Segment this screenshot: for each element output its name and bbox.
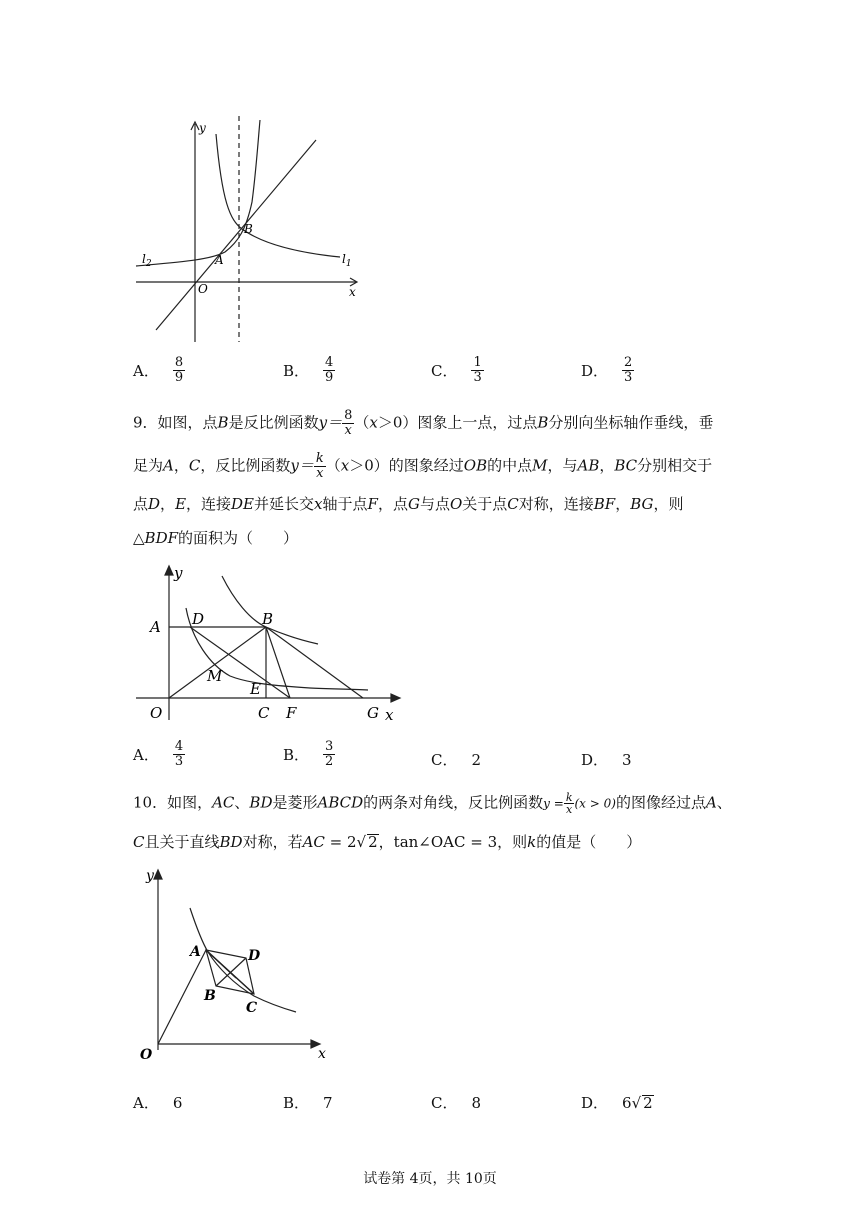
q9-y-arrow [165, 566, 173, 575]
q8-label-l1: $l_1$ [342, 252, 352, 269]
q8-label-l2: $l_2$ [142, 252, 152, 269]
q8-option-a: A． $\frac{8}{9}$ [133, 355, 184, 385]
q9-option-a: A． $\frac{4}{3}$ [133, 739, 184, 769]
q8-label-o: O [198, 282, 208, 296]
q10-option-a: A． 6 [133, 1093, 183, 1112]
q10-line-1: 10．如图，AC、BD是菱形ABCD的两条对角线，反比例函数y = $\frac{k}{x}$ (x > 0)的图像经过点A、 [133, 791, 732, 816]
q8-option-d: D． $\frac{2}{3}$ [581, 355, 633, 385]
q9-label-m: M [207, 667, 223, 685]
q9-segment-df [190, 627, 290, 698]
q8-option-b: B． $\frac{4}{9}$ [283, 355, 334, 385]
q8-option-c: C． $\frac{1}{3}$ [431, 355, 482, 385]
q9-label-x: x [385, 706, 394, 724]
q9-figure [130, 560, 420, 730]
q9-option-c: C． 2 [431, 750, 482, 769]
q10-label-c: C [246, 1000, 258, 1016]
q10-label-b: B [204, 988, 216, 1004]
q10-figure [130, 866, 340, 1066]
q9-line-2: 足为A，C，反比例函数y＝ $\frac{k}{x}$ （x＞0）的图象经过OB的中点M，与AB，BC分别相交于 [133, 451, 713, 481]
q8-line [156, 140, 316, 330]
q9-x-arrow [391, 694, 400, 702]
q10-label-a: A [190, 944, 201, 960]
q9-segment-bf [266, 627, 290, 698]
q8-label-b: B [244, 222, 253, 236]
q8-curve-l1 [216, 134, 340, 257]
q10-label-x: x [318, 1046, 326, 1062]
page-footer: 试卷第 4页，共 10页 [363, 1171, 497, 1187]
q8-label-x: x [349, 285, 356, 299]
q9-label-o: O [150, 704, 163, 722]
q9-option-d: D． 3 [581, 750, 632, 769]
q8-label-a: A [215, 253, 224, 267]
q9-line-4: △BDF的面积为（ ） [133, 529, 299, 547]
q9-label-g: G [367, 704, 379, 722]
q8-figure [130, 112, 370, 352]
q9-label-e: E [250, 680, 261, 698]
q10-y-arrow [154, 870, 162, 879]
q10-label-d: D [248, 948, 261, 964]
q8-curve-l2 [136, 120, 260, 266]
q8-label-y: y [199, 121, 206, 135]
q10-segment-oa [158, 950, 206, 1044]
q9-label-y: y [174, 564, 183, 582]
q10-option-b: B． 7 [283, 1093, 333, 1112]
q10-option-d: D． 6 √ 2 [581, 1093, 653, 1112]
q9-line-1: 9．如图，点B是反比例函数y＝ $\frac{8}{x}$ （x＞0）图象上一点，过点B分别向坐标轴作垂线，垂 [133, 408, 714, 438]
q9-label-b: B [262, 610, 274, 628]
q9-segment-bg [266, 627, 363, 698]
q9-label-f: F [286, 704, 297, 722]
q9-label-a: A [150, 618, 161, 636]
q9-option-b: B． $\frac{3}{2}$ [283, 739, 334, 769]
q9-label-c: C [258, 704, 270, 722]
q10-label-o: O [140, 1047, 153, 1063]
q9-label-d: D [192, 610, 205, 628]
q10-label-y: y [146, 868, 154, 884]
q10-option-c: C． 8 [431, 1093, 482, 1112]
q9-line-3: 点D，E，连接DE并延长交x轴于点F，点G与点O关于点C对称，连接BF，BG，则 [133, 495, 684, 513]
q10-line-2: C且关于直线BD对称，若AC = 2√ 2，tan∠OAC = 3，则k的值是（ ） [133, 833, 642, 851]
